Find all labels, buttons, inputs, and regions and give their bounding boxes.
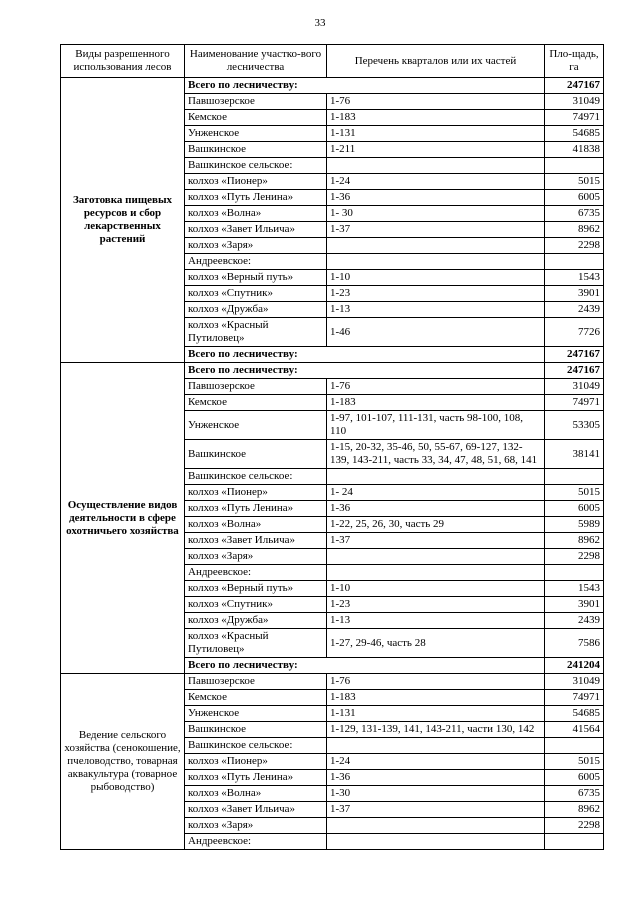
quarters-list [327,469,545,485]
area-value [545,158,604,174]
quarters-list: 1- 24 [327,485,545,501]
forestry-name: колхоз «Волна» [185,206,327,222]
area-value: 74971 [545,395,604,411]
area-value: 2439 [545,613,604,629]
forestry-name: колхоз «Пионер» [185,754,327,770]
area-value: 31049 [545,674,604,690]
quarters-list [327,254,545,270]
forestry-name: колхоз «Волна» [185,517,327,533]
forest-use-table [60,44,604,850]
area-value: 54685 [545,706,604,722]
forestry-name: Кемское [185,690,327,706]
forestry-name: колхоз «Путь Ленина» [185,501,327,517]
area-value: 54685 [545,126,604,142]
quarters-list [327,549,545,565]
area-value [545,834,604,850]
forestry-name: Павшозерское [185,94,327,110]
area-value: 5015 [545,485,604,501]
forestry-name: Вашкинское сельское: [185,469,327,485]
page-number: 33 [314,17,326,29]
forestry-name: колхоз «Пионер» [185,485,327,501]
quarters-list [327,565,545,581]
quarters-list [327,834,545,850]
quarters-list: 1-46 [327,318,545,347]
quarters-list: 1-10 [327,270,545,286]
forestry-name: Унженское [185,411,327,440]
forestry-name: колхоз «Дружба» [185,613,327,629]
area-value: 2298 [545,549,604,565]
area-value: 6735 [545,206,604,222]
forestry-name: Вашкинское сельское: [185,738,327,754]
forestry-name: Вашкинское [185,440,327,469]
area-value: 8962 [545,802,604,818]
quarters-list: 1-23 [327,597,545,613]
total-label: Всего по лесничеству: [185,78,545,94]
area-value: 3901 [545,286,604,302]
quarters-list: 1-22, 25, 26, 30, часть 29 [327,517,545,533]
section-use: Ведение сельского хозяйства (сенокошение, пчеловодство, товарная аквакультура (товарное рыбоводство) [61,674,185,850]
section-use: Заготовка пищевых ресурсов и сбор лекарственных растений [61,78,185,363]
forestry-name: Павшозерское [185,379,327,395]
table-row [61,674,604,690]
area-value: 31049 [545,379,604,395]
total-area: 247167 [545,78,604,94]
area-value: 74971 [545,110,604,126]
area-value: 6005 [545,501,604,517]
forestry-name: Вашкинское [185,142,327,158]
total-area: 247167 [545,347,604,363]
quarters-list [327,158,545,174]
quarters-list: 1-37 [327,802,545,818]
area-value: 38141 [545,440,604,469]
total-row [61,78,604,94]
quarters-list: 1-15, 20-32, 35-46, 50, 55-67, 69-127, 132-139, 143-211, часть 33, 34, 47, 48, 51, 68, 141 [327,440,545,469]
quarters-list: 1-211 [327,142,545,158]
forestry-name: колхоз «Спутник» [185,597,327,613]
forestry-name: колхоз «Верный путь» [185,270,327,286]
quarters-list: 1-36 [327,501,545,517]
total-label: Всего по лесничеству: [185,363,545,379]
area-value: 2298 [545,238,604,254]
area-value: 41838 [545,142,604,158]
section-use: Осуществление видов деятельности в сфере охотничьего хозяйства [61,363,185,674]
area-value [545,254,604,270]
quarters-list: 1-183 [327,395,545,411]
area-value: 5989 [545,517,604,533]
forestry-name: Кемское [185,110,327,126]
forestry-name: колхоз «Красный Путиловец» [185,629,327,658]
quarters-list: 1-10 [327,581,545,597]
area-value: 1543 [545,581,604,597]
header-quarters: Перечень кварталов или их частей [327,45,545,78]
area-value: 31049 [545,94,604,110]
quarters-list: 1-30 [327,786,545,802]
total-area: 247167 [545,363,604,379]
forestry-name: Вашкинское сельское: [185,158,327,174]
quarters-list: 1-24 [327,754,545,770]
area-value: 7586 [545,629,604,658]
area-value: 2298 [545,818,604,834]
forestry-name: колхоз «Завет Ильича» [185,533,327,549]
total-area: 241204 [545,658,604,674]
total-label: Всего по лесничеству: [185,658,545,674]
forestry-name: Андреевское: [185,834,327,850]
quarters-list: 1-36 [327,770,545,786]
quarters-list: 1-36 [327,190,545,206]
area-value: 53305 [545,411,604,440]
header-forestry: Наименование участко-вого лесничества [185,45,327,78]
quarters-list: 1-37 [327,533,545,549]
area-value: 6735 [545,786,604,802]
area-value: 8962 [545,533,604,549]
quarters-list: 1-37 [327,222,545,238]
quarters-list: 1-183 [327,690,545,706]
quarters-list [327,738,545,754]
area-value: 3901 [545,597,604,613]
quarters-list: 1-27, 29-46, часть 28 [327,629,545,658]
area-value: 2439 [545,302,604,318]
forestry-name: колхоз «Заря» [185,818,327,834]
area-value: 74971 [545,690,604,706]
forestry-name: Андреевское: [185,254,327,270]
area-value: 1543 [545,270,604,286]
quarters-list: 1-76 [327,379,545,395]
header-use: Виды разрешенного использования лесов [61,45,185,78]
quarters-list: 1-76 [327,94,545,110]
table-header [61,45,604,78]
forestry-name: Вашкинское [185,722,327,738]
forestry-name: колхоз «Волна» [185,786,327,802]
area-value: 7726 [545,318,604,347]
quarters-list [327,238,545,254]
area-value: 5015 [545,754,604,770]
area-value [545,738,604,754]
area-value: 41564 [545,722,604,738]
quarters-list: 1-131 [327,126,545,142]
area-value [545,469,604,485]
quarters-list: 1- 30 [327,206,545,222]
quarters-list: 1-129, 131-139, 141, 143-211, части 130, 142 [327,722,545,738]
quarters-list: 1-13 [327,302,545,318]
quarters-list [327,818,545,834]
forestry-name: Унженское [185,706,327,722]
area-value: 6005 [545,770,604,786]
forestry-name: колхоз «Путь Ленина» [185,190,327,206]
quarters-list: 1-76 [327,674,545,690]
quarters-list: 1-23 [327,286,545,302]
quarters-list: 1-13 [327,613,545,629]
total-label: Всего по лесничеству: [185,347,545,363]
forestry-name: колхоз «Заря» [185,238,327,254]
forestry-name: Павшозерское [185,674,327,690]
forestry-name: колхоз «Красный Путиловец» [185,318,327,347]
total-row [61,363,604,379]
forestry-name: колхоз «Верный путь» [185,581,327,597]
forestry-name: колхоз «Заря» [185,549,327,565]
forestry-name: колхоз «Завет Ильича» [185,802,327,818]
area-value [545,565,604,581]
quarters-list: 1-24 [327,174,545,190]
forestry-name: колхоз «Путь Ленина» [185,770,327,786]
header-area: Пло-щадь, га [545,45,604,78]
area-value: 8962 [545,222,604,238]
forestry-name: Унженское [185,126,327,142]
quarters-list: 1-97, 101-107, 111-131, часть 98-100, 108, 110 [327,411,545,440]
area-value: 5015 [545,174,604,190]
area-value: 6005 [545,190,604,206]
forestry-name: Андреевское: [185,565,327,581]
forestry-name: колхоз «Завет Ильича» [185,222,327,238]
forestry-name: Кемское [185,395,327,411]
forestry-name: колхоз «Дружба» [185,302,327,318]
quarters-list: 1-131 [327,706,545,722]
forestry-name: колхоз «Пионер» [185,174,327,190]
forestry-name: колхоз «Спутник» [185,286,327,302]
quarters-list: 1-183 [327,110,545,126]
